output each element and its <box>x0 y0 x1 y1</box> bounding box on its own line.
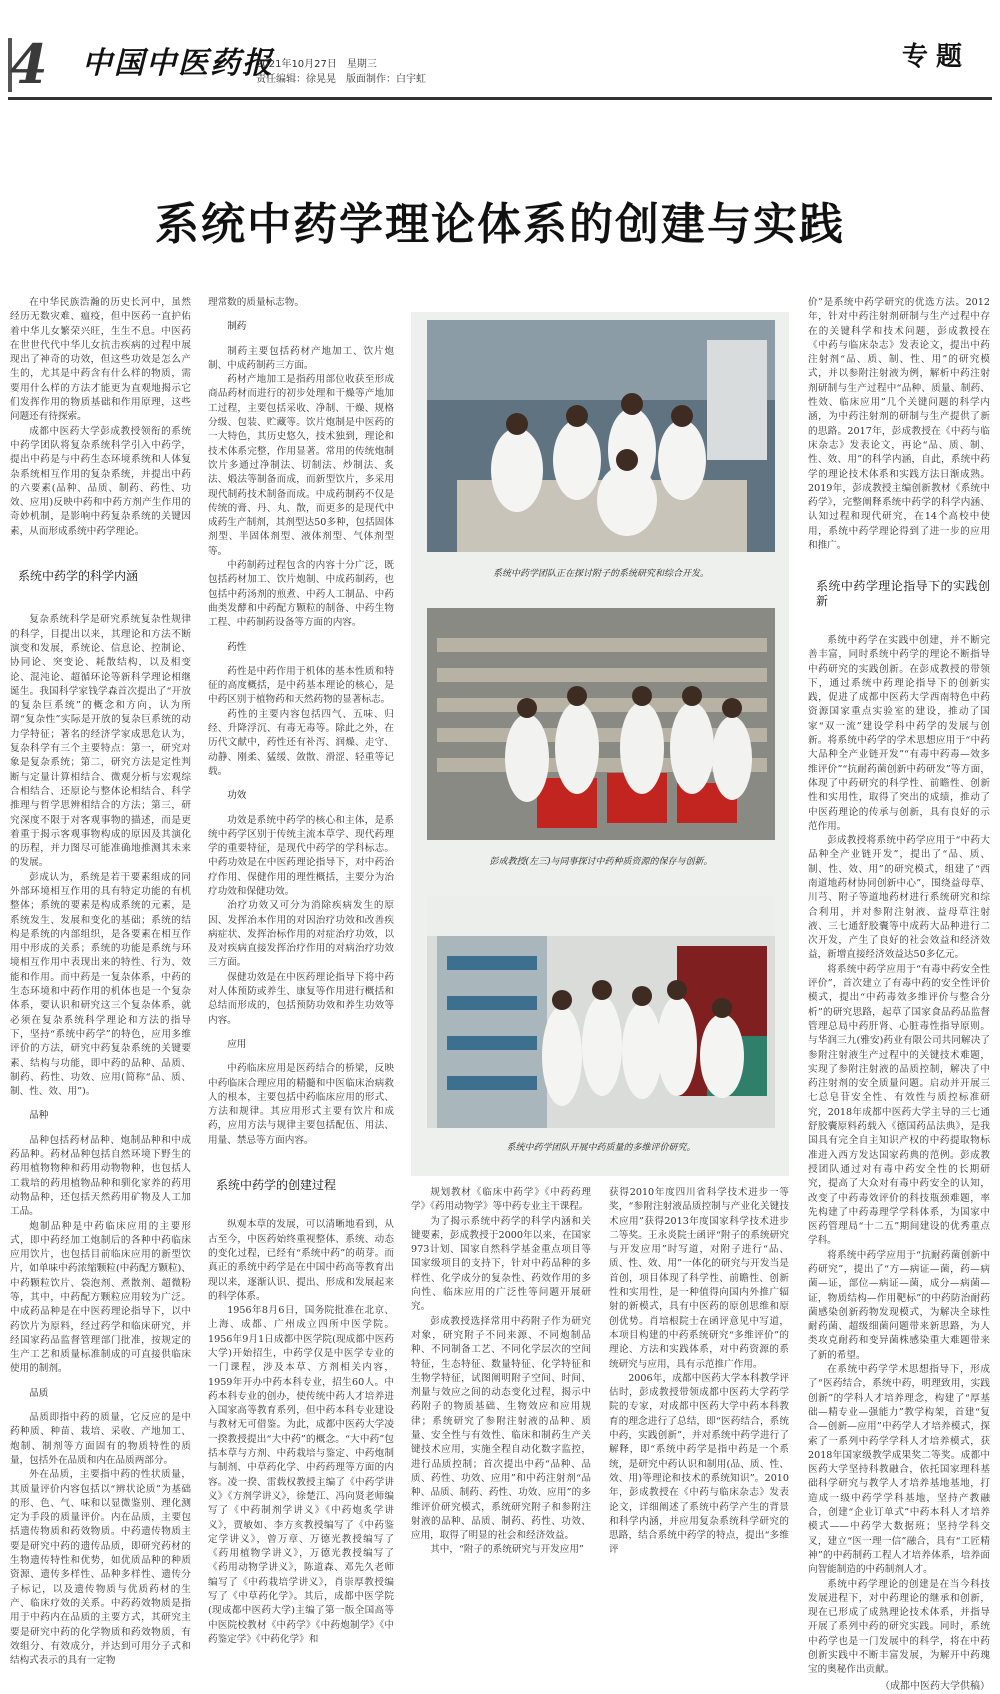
newspaper-masthead: 中国中医药报 <box>82 46 274 81</box>
body-paragraph: 中药临床应用是医药结合的桥梁，反映中药临床合理应用的精髓和中医临床治病救人的根本，主要包括中药临床应用的形式、方法和规律。其应用形式主要有饮片和成药，应用方法与规律主要包括配伍、用法、用量、禁忌等方面内容。 <box>208 1063 394 1146</box>
body-paragraph: 为了揭示系统中药学的科学内涵和关键要素，彭成教授于2000年以来，在国家973计划、国家自然科学基金重点项目等国家级项目的支持下，针对中药品种的多样性、化学成分的复杂性、药效作用的多向性、临床应用的广泛性等问题开展研究。 <box>411 1215 591 1313</box>
body-paragraph: 在系统中药学学术思想指导下，形成了“医药结合，系统中药，明理致用，实践创新”的学科人才培养理念，构建了“厚基础—精专业—强能力”教学构架，首建“复合—创新—应用”中药学人才培养模式，探索了一系列中药学学科人才培养模式，获2018年国家级教学成果奖二等奖。成都中医药大学坚持科教融合，依托国家理科基础科学研究与教学人才培养基地基地，打造成一级中药学学科基地，坚持产教融合，创建“企业订单式”中药本科人才培养模式——中药学大数据班；坚持学科交叉，建立“医一理一信”融合，具有“工匠精神”的中药制药工程人才培养体系，培养面向智能制造的中药制剂人才。 <box>808 1364 990 1576</box>
body-paragraph: 品种包括药材品种、炮制品种和中成药品种。药材品种包括自然环境下野生的药用植物物种和药用动物物种，也包括人工栽培的药用植物品种和驯化家养的药用动物品种，还包括天然药用矿物及人工加工品。 <box>10 1134 191 1218</box>
issue-date: 2021年10月27日 星期三 <box>256 59 377 70</box>
body-paragraph: 2006年，成都中医药大学本科教学评估时，彭成教授带领成都中医药大学药学院的专家，对成都中医药大学中药本科教育的理念进行了总结，即“医药结合，系统中药，实践创新”，并对系统中药学进行了解释，即“系统中药学是指中药是一个系统，是研究中药认识和制用(品、质、性、效、用)等理论和技术的系统知识”。2010年，彭成教授在《中药与临床杂志》发表论文，详细阐述了系统中药学产生的背景和科学内涵，并应用复杂系统科学研究的思路，结合系统中药学的特点，提出“多维评 <box>609 1372 789 1556</box>
body-paragraph: 理常数的质量标志物。 <box>208 297 304 308</box>
column-5 <box>808 296 990 1694</box>
editors-line: 责任编辑：徐晃晃 版面制作：白宇虹 <box>256 74 426 85</box>
column-3 <box>411 1186 591 1558</box>
body-paragraph: 药性是中药作用于机体的基本性质和特征的高度概括，是中药基本理论的核心，是中药区别于植物药和天然药物的显著标志。 <box>208 665 394 706</box>
body-paragraph: 外在品质，主要指中药的性状质量，其质量评价内容包括以“辨状论质”为基础的形、色、气、味和以显微鉴别、理化测定为手段的质量评价。内在品质，主要包括遗传物质和药效物质。中药遗传物质主要是研究中药的遗传品质，即研究药材的生物遗传特性和优势，如优质品种的种质资源、遗传多样性、品种多样性、遗传分子标记，以及遗传物质与优质药材的生产、临床疗效的关系。中药药效物质是指用于中药内在品质的主要方式，其研究主要是研究中药的化学物质和药效物质，有效组分、有效成分，并达到可用分子式和结构式表示的具有一定物 <box>10 1469 191 1667</box>
body-paragraph: 获得2010年度四川省科学技术进步一等奖，“参附注射液品质控制与产业化关键技术应用”获得2013年度国家科学技术进步二等奖。王永炎院士函评“附子的系统研究与开发应用”时写道，对附子进行“品、质、性、效、用”一体化的研究与开发当是首创，项目体现了科学性、前瞻性、创新性和实用性，是一种值得向国内外推广辐射的新模式，具有中医药的原创思维和原创优势。肖培根院士在函评意见中写道，本项目构建的中药系统研究“多维评价”的理论、方法和实践体系，对中药资源的系统研究与应用，具有示范推广作用。 <box>609 1187 789 1370</box>
subheading-yaoxing: 药性 <box>227 641 247 653</box>
subheading-yingyong: 应用 <box>227 1038 247 1050</box>
team-photo-2 <box>427 608 775 840</box>
section-heading: 系统中药学的科学内涵 <box>18 569 139 584</box>
subheading-gongxiao: 功效 <box>227 790 247 802</box>
body-paragraph: 系统中药学理论的创建是在当今科技发展进程下，对中药理论的继承和创新，现在已形成了成熟理论技术体系，并指导开展了系列中药的研究实践。同时，系统中药学也是一门发展中的科学，将在中药创新实践中不断丰富发展，为解开中药瑰宝的奥秘作出贡献。 <box>808 1578 990 1676</box>
article-title: 系统中药学理论体系的创建与实践 <box>155 199 845 250</box>
photo-panel <box>411 312 789 1176</box>
body-paragraph: 治疗功效又可分为消除疾病发生的原因、发挥治本作用的对因治疗功效和改善疾病症状、发挥治标作用的对症治疗功效，以及对疾病直接发挥治疗作用的对病治疗功效三方面。 <box>208 900 394 969</box>
body-paragraph: 将系统中药学应用于“抗耐药菌创新中药研究”，提出了“方—病证—菌，药—病菌—证，部位—病证—菌，成分—病菌—证，物质结构—作用靶标”的中药防治耐药菌感染创新药物发现模式，为解决全球性耐药菌、超级细菌问题带来新思路，为人类攻克耐药和变异菌株感染重大难题带来了新的希望。 <box>808 1249 990 1361</box>
body-paragraph: 制药主要包括药材产地加工、饮片炮制、中成药制药三方面。 <box>208 345 394 371</box>
section-heading: 系统中药学理论指导下的实践创新 <box>816 579 990 608</box>
body-paragraph: 彭成认为，系统是若干要素组成的同外部环境相互作用的具有特定功能的有机整体；系统的要素是构成系统的元素，是系统发生、发展和变化的基础；系统的结构是系统的内部组织，是各要素在相互作用中形成的关系；系统的功能是系统与环境相互作用中表现出来的特性、行为、效能和作用。而中药是一复杂体系，中药的生态环境和中药作用的机体也是一个复杂体系，要认识和研究这三个复杂体系，就必须在复杂系统科学理论和方法的指导下，坚持“系统中药学”的特色，应用多维评价的方法，研究中药复杂系统的关键要素、结构与功能，即中药的品种、品质、制药、药性、功效、应用(简称“品、质、制、性、效、用”)。 <box>10 871 191 1098</box>
photo-caption-3: 系统中药学团队开展中药质量的多维评价研究。 <box>506 1143 696 1153</box>
subheading-pinzhong: 品种 <box>29 1110 49 1122</box>
body-paragraph: 彭成教授选择常用中药附子作为研究对象，研究附子不同来源、不同炮制品种、不同制备工艺、不同化学层次的空间特征，生态特征、数量特征、化学特征和生物学特征，试图阐明附子空间、时间、剂量与效应之间的动态变化过程，揭示中药附子的物质基础、生物效应和应用规律；系统研究了参附注射液的品种、质量、安全性与有效性、临床和制药生产关键技术应用，实施全程自动化数字监控，进行品质控制；首次提出中药“品种、品质、药性、功效、应用”和中药注射剂“品种、品质、制药、药性、功效、应用”的多维评价研究模式，系统研究附子和参附注射液的品种、品质、制药、药性、功效、应用，取得了明显的社会和经济效益。 <box>411 1315 591 1542</box>
intro-paragraph: 在中华民族浩瀚的历史长河中，虽然经历无数灾难、瘟疫，但中医药一直护佑着中华儿女繁荣兴旺，生生不息。中医药在世世代代中华儿女抗击疾病的过程中展现出了神奇的功效，但这些功效是怎么产生的，尤其是中药含有什么样的物质，需要用什么样的方法才能更为直观地揭示它们发挥作用的物质基础和作用原理，这些问题还有待探索。 <box>10 297 191 423</box>
page-header <box>0 0 1000 100</box>
body-paragraph: 将系统中药学应用于“有毒中药安全性评价”，首次建立了有毒中药的安全性评价模式，提出“中药毒效多维评价与整合分析”的研究思路，起草了国家食品药品监督管理总局中药肝肾、心脏毒性指导原则。与华润三九(雅安)药业有限公司共同解决了参附注射液生产过程中的关键技术难题，实现了参附注射液的品质控制，解决了中药注射剂的安全质量问题。启动并开展三七总皂苷安全性、有效性与质控标准研究，2018年成都中医药大学主导的三七通舒胶囊原料药载入《德国药品法典》，是我国具有完全自主知识产权的中药提取物标准进入西方发达国家药典的范例。彭成教授团队通过对有毒中药安全性的长期研究，提高了大众对有毒中药安全的认知，改变了中药毒效评价的科技瓶颈难题，率先构建了中药毒理学学科体系，为国家中医药管理局“十二五”期间建设的优秀重点学科。 <box>808 963 990 1247</box>
body-paragraph: 保健功效是在中医药理论指导下将中药对人体预防或养生、康复等作用进行概括和总结而形成的，包括预防功效和养生功效等内容。 <box>208 971 394 1026</box>
body-paragraph: 价”是系统中药学研究的优选方法。2012年，针对中药注射剂研制与生产过程中存在的关键科学和技术问题，彭成教授在《中药与临床杂志》发表论文，提出中药注射剂“品、质、制、性、用”的研究模式，并以参附注射液为例，解析中药注射剂研制与生产过程中“品种、质量、制药、性效、临床应用”几个关键问题的科学内涵，为中药注射剂的研制与生产提供了新的思路。2017年，彭成教授在《中药与临床杂志》发表论文，再论“品、质、制、性、效、用”的科学内涵，自此，系统中药学的理论技术体系和实践方法日渐成熟。2019年，彭成教授主编创新教材《系统中药学》，完整阐释系统中药学的科学内涵、认知过程和现代研究，在14个高校中使用，系统中药学理论得到了进一步的应用和推广。 <box>808 297 990 552</box>
subheading-pinzhi: 品质 <box>29 1387 49 1399</box>
body-paragraph: 其中，“附子的系统研究与开发应用” <box>430 1544 584 1556</box>
page-number: 4 <box>10 32 48 96</box>
body-paragraph: 功效是系统中药学的核心和主体，是系统中药学区别于传统主流本草学、现代药理学的重要特征，是现代中药学的学科标志。中药功效是在中医药理论指导下，对中药治疗作用、保健作用的理性概括，主要分为治疗功效和保健功效。 <box>208 814 394 897</box>
byline: （成都中医药大学供稿） <box>880 1680 990 1692</box>
body-paragraph: 彭成教授将系统中药学应用于“中药大品种全产业链开发”，提出了“品、质、制、性、效、用”的研究模式，组建了“西南道地药材协同创新中心”，围绕益母草、川芎、附子等道地药材进行系统研究和综合利用，并对参附注射液、益母草注射液、三七通舒胶囊等中成药大品种进行二次开发，产生了良好的社会效益和经济效益，新增直接经济效益达50多亿元。 <box>808 835 990 961</box>
body-paragraph: 纵观本草的发展，可以清晰地看到，从古至今，中医药始终重视整体、系统、动态的变化过程，已经有“系统中药”的萌芽。而真正的系统中药学是在中国中药高等教育出现以来，逐渐认识、提出、形成和发展起来的科学体系。 <box>208 1219 394 1302</box>
photo-caption-2: 彭成教授(左三)与同事探讨中药种质资源的保存与创新。 <box>489 857 713 867</box>
body-paragraph: 中药制药过程包含的内容十分广泛，既包括药材加工、饮片炮制、中成药制药，也包括中药汤剂的煎煮、中药人工制品、中药曲类发酵和中药配方颗粒的制备、中药生物工程、中药制药设备等方面的内容。 <box>208 560 394 629</box>
body-paragraph: 药材产地加工是指药用部位收获至形成商品药材而进行的初步处理和干燥等产地加工过程，主要包括采收、净制、干燥、规格分级、包装、贮藏等。饮片炮制是中医药的一大特色，其历史悠久，技术独到，理论和技术体系完整，作用显著。常用的传统炮制饮片多通过净制法、切制法、炒制法、炙法、煅法等制备而成，而新型饮片，多采用现代制药技术制备而成。中成药制药不仅是传统的膏、丹、丸、散，而更多的是现代中成药生产制剂，其剂型达50多种，包括固体剂型、半固体剂型、液体剂型、气体剂型等。 <box>208 374 394 557</box>
team-photo-3 <box>427 896 775 1128</box>
photo-caption-1: 系统中药学团队正在探讨附子的系统研究和综合开发。 <box>492 569 709 579</box>
column-4 <box>609 1186 789 1558</box>
column-2 <box>208 296 394 1647</box>
body-paragraph: 规划教材《临床中药学》《中药药理学》《药用动物学》等中药专业主干课程。 <box>411 1187 591 1213</box>
body-paragraph: 系统中药学在实践中创建，并不断完善丰富，同时系统中药学的理论不断指导中药研究的实践创新。在彭成教授的带领下，通过系统中药理论指导下的创新实践，促进了成都中医药大学西南特色中药资源国家重点实验室的建设，推动了国家“双一流”建设学科中药学的发展与创新。将系统中药学的学术思想应用于“中药大品种全产业链开发”“有毒中药毒—效多维评价”“抗耐药菌创新中药研发”等方面，体现了中药研究的科学性、前瞻性、创新性和实用性，取得了突出的成绩，推动了中医药理论的传承与创新，具有良好的示范作用。 <box>808 634 990 832</box>
body-paragraph: 药性的主要内容包括四气、五味、归经、升降浮沉、有毒无毒等。除此之外，在历代文献中，药性还有补泻、润燥、走守、动静、刚柔、猛缓、敛散、滑涩、轻重等记载。 <box>208 708 394 777</box>
subheading-zhiyao: 制药 <box>227 321 247 333</box>
section-name: 专题 <box>901 42 970 72</box>
section-heading: 系统中药学的创建过程 <box>216 1178 337 1193</box>
body-paragraph: 复杂系统科学是研究系统复杂性规律的科学，目提出以来，其理论和方法不断演变和发展，系统论、信息论、控制论、协同论、突变论、耗散结构，以及相变论、混沌论、超循环论等新科学理论相继诞生。我国科学家钱学森首次提出了“开放的复杂巨系统”的概念和方向，认为所谓“复杂性”实际是开放的复杂巨系统的动力学特征；著名的经济学家成思危认为，复杂科学有三个主要特点：第一，研究对象是复杂系统；第二，研究方法是定性判断与定量计算相结合、微观分析与宏观综合相结合、还原论与整体论相结合、科学推理与哲学思辨相结合的方法；第三，研究深度不限于对客观事物的描述，而是更着重于揭示客观事物构成的原因及其演化的历程，并力图尽可能准确地推测其未来的发展。 <box>10 614 191 869</box>
header-rule <box>8 97 992 100</box>
body-paragraph: 品质即指中药的质量，它反应的是中药种质、种苗、栽培、采收、产地加工、炮制、制剂等方面固有的物质特性的质量，包括外在品质和内在品质两部分。 <box>10 1412 191 1466</box>
intro-paragraph: 成都中医药大学彭成教授领衔的系统中药学团队将复杂系统科学引入中药学，提出中药是与中药生态环境系统和人体复杂系统相互作用的复杂系统，并提出中药的六要素(品种、品质、制药、药性、功效、应用)反映中药和中药方剂产生作用的奇妙机制，是影响中药复杂系统的关键因素，从而形成系统中药学理论。 <box>10 425 191 537</box>
body-paragraph: 1956年8月6日，国务院批准在北京、上海、成都、广州成立四所中医学院。1956年9月1日成都中医学院(现成都中医药大学)开始招生，中药学仅是中医学专业的一门课程，涉及本草、方剂相关内容，1959年开办中药本科专业，招生60人。中药本科专业的创办，使传统中药人才培养进入国家高等教育系列，但中药本科专业建设与教材无可借鉴。为此，成都中医药大学凌一揆教授提出“大中药”的概念。“大中药”包括本草与方剂、中药栽培与鉴定、中药炮制与制剂、中草药化学、中药药理等方面的内容。凌一揆、雷载权教授主编了《中药学讲义》《方剂学讲义》，徐楚江、冯向贤老师编写了《中药制剂学讲义》《中药炮炙学讲义》，贾敏如、李方亥教授编写了《中药鉴定学讲义》，曾万章、万德光教授编写了《药用植物学讲义》，万德光教授编写了《药用动物学讲义》，陈道森、邓先久老师编写了《中药栽培学讲义》，肖崇厚教授编写了《中草药化学》。其后，成都中医学院(现成都中医药大学)主编了第一版全国高等中医院校教材《中药学》《中药炮制学》《中药鉴定学》《中药化学》和 <box>208 1305 394 1645</box>
column-1 <box>10 296 191 1668</box>
team-photo-1 <box>427 320 775 552</box>
body-paragraph: 炮制品种是中药临床应用的主要形式，即中药经加工炮制后的各种中药临床应用饮片，也包括目前临床应用的新型饮片，如单味中药浓缩颗粒(中药配方颗粒)、中药颗粒饮片、袋泡剂、煮散剂、超微粉等，其中，中药配方颗粒应用较为广泛。中成药品种是在中医药理论指导下，以中药饮片为原料，经过药学和临床研究，并经国家药品监督管理部门批准，按规定的生产工艺和质量标准制成的可直接供临床使用的制剂。 <box>10 1220 191 1375</box>
